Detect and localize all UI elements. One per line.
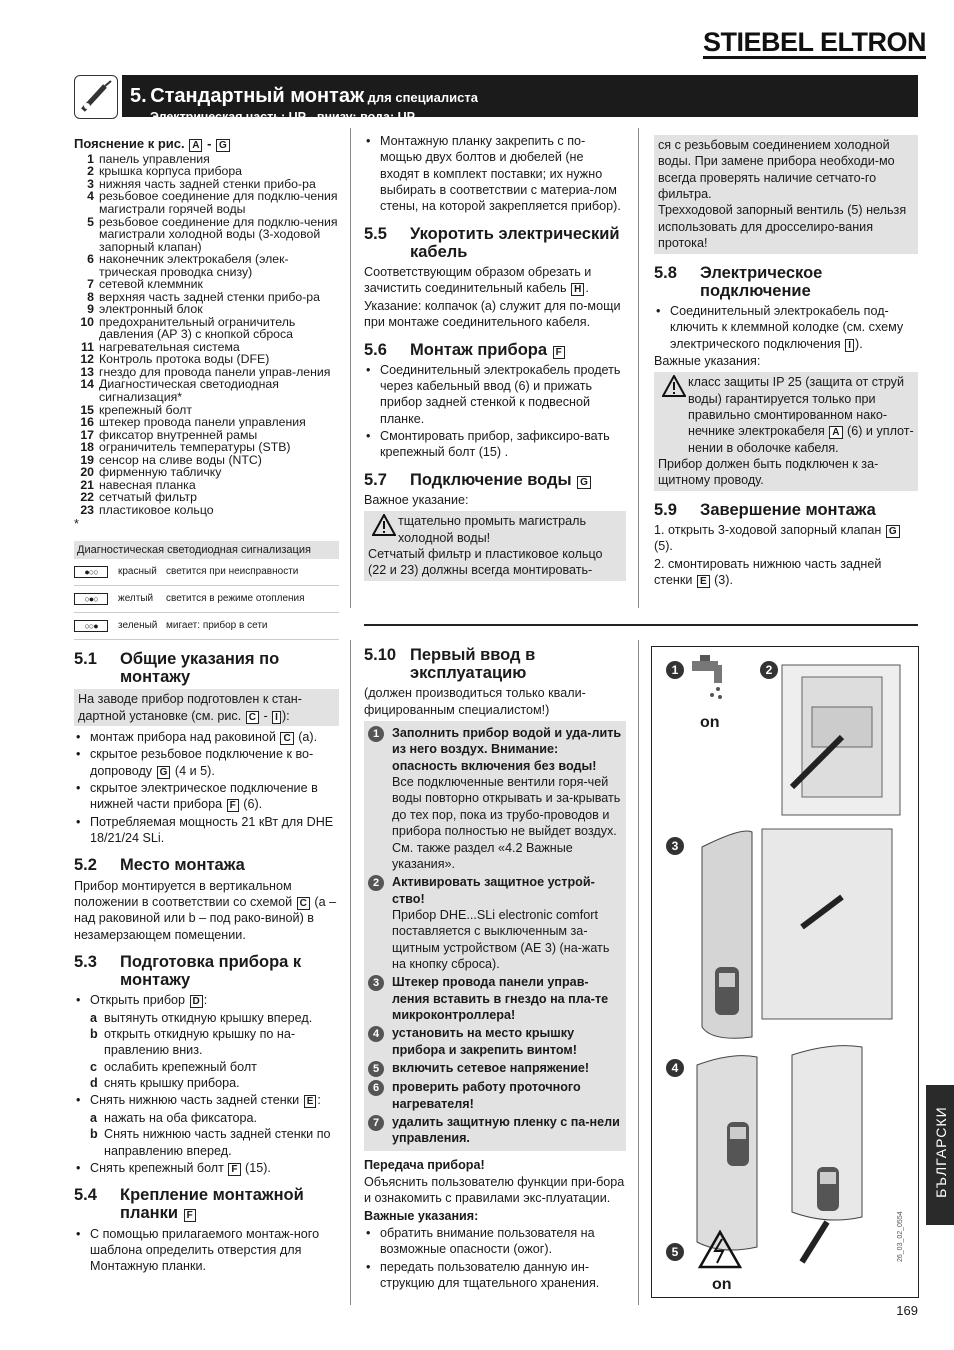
- text-5-5: Соответствующим образом обрезать и зачистить соединительный кабель H .: [364, 265, 592, 296]
- sub-item: b Снять нижнюю часть задней стенки по направлению вперед.: [90, 1127, 331, 1158]
- open-device-drawing: [702, 829, 892, 1038]
- step-number: 6: [368, 1080, 384, 1096]
- heading-5-1: 5.1 Общие указания по монтажу: [74, 649, 280, 687]
- handover-title: Передача прибора!: [364, 1157, 485, 1172]
- fig-step-1: 1: [666, 661, 684, 679]
- note-5-1: На заводе прибор подготовлен к стан-дартной установке (см. рис. C - I ):: [74, 689, 339, 726]
- list-5-6: • Соединительный электрокабель продеть через кабельный ввод (6) и прижать прибор задней стенкой к подвесной планке. • Смонтировать прибор, зафиксиро-вать крепежный болт (15) .: [364, 362, 626, 461]
- step-item: 2 Активировать защитное устрой-ство! Прибор DHE...SLi electronic comfort поставляется с выключенным за-щитным устройством (АЕ 3) (на-жать на кнопку сброса).: [368, 874, 622, 972]
- heading-5-10: 5.10 Первый ввод в эксплуатацию: [364, 646, 536, 683]
- legend-item: 11 нагревательная система: [81, 339, 240, 354]
- led-indicator: ○●○: [74, 593, 108, 605]
- list-5-3: • Открыть прибор D :: [74, 992, 339, 1008]
- step-item: 3 Штекер провода панели управ-ления вставить в гнездо на пла-те микроконтроллера!: [368, 974, 622, 1023]
- step-number: 7: [368, 1115, 384, 1131]
- figure-code: 26_03_02_0554: [897, 1211, 904, 1262]
- fig-step-3: 3: [666, 837, 684, 855]
- header-num: 5.: [130, 85, 147, 107]
- legend-item: 9 электронный блок: [87, 302, 203, 317]
- step-item: 5 включить сетевое напряжение!: [368, 1060, 622, 1077]
- header-title: Стандартный монтаж: [150, 85, 365, 107]
- diag-row: ○○● зеленый мигает: прибор в сети: [74, 613, 339, 640]
- brand-logo: STIEBEL ELTRON: [703, 28, 926, 59]
- warning-icon: [662, 375, 686, 397]
- heading-5-2: 5.2 Место монтажа: [74, 856, 245, 875]
- sub-item: c ослабить крепежный болт: [90, 1059, 257, 1074]
- list-5-1: • монтаж прибора над раковиной C (a). • скрытое резьбовое подключение к во-допроводу G (4 и 5). • скрытое электрическое подключение в нижней части прибора F (6). • Потребляемая мощность 21 кВт для DHE 18/21/24 SLi.: [74, 729, 339, 847]
- legend-item: 23 пластиковое кольцо: [80, 502, 214, 517]
- warning-5-7: тщательно промыть магистраль холодной воды! Сетчатый фильтр и пластиковое кольцо (22 и 23) должны всегда монтировать-: [364, 511, 626, 580]
- legend-item: 1 панель управления: [87, 151, 210, 166]
- legend-asterisk: *: [74, 517, 79, 532]
- diag-title: Диагностическая светодиодная сигнализация: [74, 541, 339, 559]
- heading-5-8: 5.8 Электрическое подключение: [654, 263, 823, 300]
- legend-item: 4 резьбовое соединение для подклю-чения магистрали горячей воды: [87, 189, 338, 217]
- step-number: 3: [368, 975, 384, 991]
- text-5-2: Прибор монтируется в вертикальном положении в соответствии со схемой C (a – над раковиной или b – под рако-виной) в незамерзающем помещении.: [74, 878, 337, 942]
- step-item: 4 установить на место крышку прибора и закрепить винтом!: [368, 1025, 622, 1058]
- sub-item: a вытянуть откидную крышку вперед.: [90, 1010, 313, 1025]
- legend-item: 16 штекер провода панели управления: [80, 415, 306, 430]
- legend-item: 7 сетевой клеммник: [87, 277, 203, 292]
- legend-item: 2 крышка корпуса прибора: [87, 164, 243, 179]
- legend-item: 18 ограничитель температуры (STB): [80, 440, 291, 455]
- step-number: 4: [368, 1026, 384, 1042]
- legend-item: 3 нижняя часть задней стенки прибо-ра: [87, 176, 316, 191]
- legend-item: 5 резьбовое соединение для подклю-чения магистрали холодной воды (3-ходовой запорный клапан): [87, 214, 338, 254]
- terminal-board-drawing: [782, 665, 900, 815]
- closed-device-drawing: [697, 1046, 862, 1262]
- column-1: Пояснение к рис. A - G 1 панель управления 2 крышка корпуса прибора 3 нижняя часть задней стенки прибо-ра 4 резьбовое соединение для подклю-чения магистрали горячей воды 5 резьбовое соединение для подклю-чения магистрали холодной воды (3-ходовой запорный клапан) 6 наконечник электрокабеля (элек-трическая проводка снизу) 7 сетевой клеммник 8 верхняя часть задней стенки прибо-ра 9 электронный блок 10 предохранительный ограничитель давления (АР 3) с кнопкой сброса 11 нагревательная система 12 Контроль протока воды (DFE) 13 гнездо для провода панели управ-ления 14 Диагностическая светодиодная сигнализация* 15 крепежный болт 16 штекер провода панели управления 17 фиксатор внутренней рамы 18 ограничитель температуры (STB) 19 сенсор на сливе воды (NTC) 20 фирменную табличку 21 навесная планка 22 сетчатый фильтр 23 пластиковое кольцо * Диагностическая светодиодная сигнализация ●○○ красный светится при неисправности ○●○ желтый светится в режиме отопления ○○● зеленый мигает: прибор в сети 5.1 Общие указания по монтажу На заводе прибор подготовлен к стан-дартной установке (см. рис. C - I ): • монтаж прибора над раковиной C (a). • скрытое резьбовое подключение к во-допроводу G (4 и 5). • скрытое электрическое подключение в нижней части прибора F (6). • Потребляемая мощность 21 кВт для DHE 18/21/24 SLi. 5.2 Место монтажа Прибор монтируется в вертикальном положении в соответствии со схемой C (a – над раковиной или b – под рако-виной) в незамерзающем помещении. 5.3 Подготовка прибора к монтажу • Открыть прибор D : a вытянуть откидную крышку вперед. b открыть откидную крышку по на-правлению вниз. c ослабить крепежный болт d снять крышку прибора. • Снять нижнюю часть задней стенки E : a нажать на оба фиксатора. b Снять нижнюю часть задней стенки по направлению вперед. • Снять крепежный болт F (15). 5.4 Крепление монтажной планки F • С помощью прилагаемого монтаж-ного шаблона определить отверстия для Монтажную планки.: [74, 136, 339, 1276]
- section-header: [122, 75, 918, 124]
- heading-5-4: 5.4 Крепление монтажной планки F: [74, 1186, 304, 1223]
- legend-item: 19 сенсор на сливе воды (NTC): [80, 452, 262, 467]
- step-number: 1: [368, 726, 384, 742]
- diag-row: ●○○ красный светится при неисправности: [74, 559, 339, 586]
- sub-item: b открыть откидную крышку по на-правлению вниз.: [90, 1027, 296, 1058]
- column-5-10: [364, 646, 626, 1293]
- step-number: 5: [368, 1061, 384, 1077]
- heading-5-7: 5.7 Подключение воды G: [364, 471, 626, 489]
- fig-step-4: 4: [666, 1059, 684, 1077]
- handover-text: Объяснить пользователю функции при-бора и ознакомить с правилами экс-плуатации.: [364, 1174, 625, 1206]
- text-5-5-note: Указание: колпачок (a) служит для по-мощи при монтаже соединительного кабеля.: [364, 298, 621, 330]
- led-indicator: ●○○: [74, 566, 108, 578]
- step-item: 6 проверить работу проточного нагревателя!: [368, 1079, 622, 1112]
- warning-icon: [372, 514, 396, 536]
- legend-item: 17 фиксатор внутренней рамы: [80, 427, 258, 442]
- legend-item: 14 Диагностическая светодиодная сигнализация*: [80, 377, 279, 404]
- legend-item: 10 предохранительный ограничитель давления (АР 3) с кнопкой сброса: [80, 314, 296, 342]
- page-number: 169: [896, 1303, 918, 1318]
- installation-figure: [651, 646, 919, 1298]
- legend-item: 21 навесная планка: [80, 477, 196, 492]
- heading-5-5: 5.5 Укоротить электрический кабель: [364, 224, 620, 261]
- sub-5-10: (должен производиться только квали-фицированным специалистом!): [364, 686, 586, 717]
- notes-list: • обратить внимание пользователя на возможные опасности (ожог). • передать пользователю данную ин-струкцию для тщательного хранения.: [364, 1225, 626, 1291]
- warning-5-8: класс защиты IP 25 (защита от струй воды) гарантируется только при правильно смонтированном нако-нечнике электрокабеля A (6) и уплот-нении в оболочке кабеля. Прибор должен быть подключен к за-щитному проводу.: [654, 372, 918, 491]
- legend-item: 15 крепежный болт: [80, 402, 192, 417]
- column-2: [364, 132, 626, 584]
- legend-item: 6 наконечник электрокабеля (элек-трическая проводка снизу): [87, 252, 289, 279]
- on-label-2: on: [712, 1276, 732, 1293]
- column-3: ся с резьбовым соединением холодной воды. При замене прибора необходи-мо всегда проверять наличие сетчато-го фильтра. Трехходовой запорный вентиль (5) нельзя использовать для дросселиро-вания протока! 5.8 Электрическое подключение • Соединительный электрокабель под-ключить к клеммной колодке (см. схему электрического подключения I ). Важные указания: класс защиты IP 25 (защита от струй воды) гарантируется только при правильно смонтированном нако-нечнике электрокабеля A (6) и уплот-нении в оболочке кабеля. Прибор должен быть подключен к за-щитному проводу. 5.9 Завершение монтажа 1. открыть 3-ходовой запорный клапан G (5). 2. смонтировать нижнюю часть задней стенки E (3).: [654, 132, 918, 589]
- led-indicator: ○○●: [74, 620, 108, 632]
- step-number: 2: [368, 875, 384, 891]
- step-item: 7 удалить защитную пленку с па-нели управления.: [368, 1114, 622, 1147]
- sub-item: d снять крышку прибора.: [90, 1076, 240, 1091]
- legend-item: 12 Контроль протока воды (DFE): [80, 352, 270, 367]
- note-filter: ся с резьбовым соединением холодной воды. При замене прибора необходи-мо всегда проверять наличие сетчато-го фильтра. Трехходовой запорный вентиль (5) нельзя использовать для дросселиро-вания протока!: [654, 135, 918, 254]
- header-title-suffix: для специалиста: [367, 90, 478, 105]
- legend-item: 22 сетчатый фильтр: [80, 490, 198, 505]
- figure-ref-g: G: [216, 139, 230, 152]
- diagnostic-led-table: [74, 541, 339, 640]
- on-label-1: on: [700, 714, 720, 731]
- diag-row: ○●○ желтый светится в режиме отопления: [74, 586, 339, 613]
- note-5-8: Важные указания:: [654, 353, 761, 368]
- legend-item: 13 гнездо для провода панели управ-ления: [80, 364, 331, 379]
- figure-ref-a: A: [189, 139, 202, 152]
- notes-title: Важные указания:: [364, 1208, 479, 1223]
- heading-5-9: 5.9 Завершение монтажа: [654, 500, 876, 519]
- fig-step-5: 5: [666, 1243, 684, 1261]
- heading-5-3: 5.3 Подготовка прибора к монтажу: [74, 953, 302, 990]
- fig-step-2: 2: [760, 661, 778, 679]
- text-5-4: • С помощью прилагаемого монтаж-ного шаблона определить отверстия для Монтажную планки.: [74, 1226, 339, 1275]
- sub-item: a нажать на оба фиксатора.: [90, 1110, 258, 1125]
- tap-icon: [692, 655, 722, 699]
- language-tab: БЪЛГАРСКИ: [926, 1085, 954, 1225]
- heading-5-6: 5.6 Монтаж прибора F: [364, 341, 626, 359]
- steps-5-10: [364, 721, 626, 1151]
- legend-list: [74, 153, 339, 516]
- legend-item: 20 фирменную табличку: [80, 465, 222, 480]
- legend-item: 8 верхняя часть задней стенки прибо-ра: [87, 289, 320, 304]
- note-5-7: Важное указание:: [364, 492, 469, 507]
- legend-title: Пояснение к рис. A - G: [74, 136, 339, 153]
- step-item: 1 Заполнить прибор водой и уда-лить из него воздух. Внимание: опасность включения без воды! Все подключенные вентили горя-чей воды повторно открывать и за-крывать до тех пор, пока из трубо-проводов и прибора полностью не выйдет воздух. См. также раздел «4.2 Важные указания».: [368, 725, 622, 872]
- header-subtitle: Электрическая часть: UP - внизу; вода: UP: [150, 110, 415, 124]
- text-mount-plate: • Монтажную планку закрепить с по-мощью двух болтов и дюбелей (не входят в комплект поставки; их нужно выбирать в соответствии с материа-лом стены, на которой закрепляется прибор).: [364, 133, 626, 215]
- screwdriver-icon: [74, 75, 118, 119]
